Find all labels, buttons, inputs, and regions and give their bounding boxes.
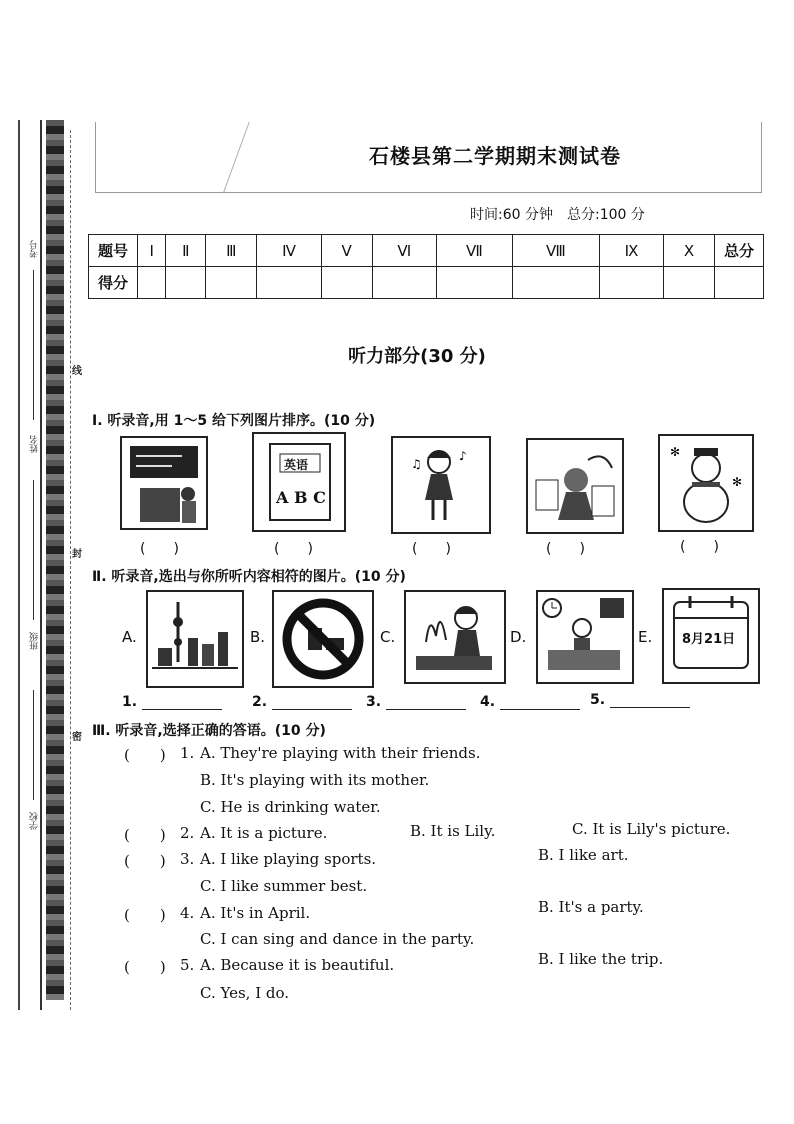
col-5: Ⅴ xyxy=(321,235,372,267)
question-number-header: 题号 xyxy=(89,235,138,267)
listening-section-heading: 听力部分(30 分) xyxy=(348,346,486,367)
q2-option-b: B. It is Lily. xyxy=(410,822,496,840)
q3-option-c: C. I like summer best. xyxy=(200,877,368,895)
answer-blank[interactable] xyxy=(386,695,466,710)
class-label: 班级 xyxy=(30,632,40,650)
answer-1-number: 1. xyxy=(122,694,138,710)
pic-no-food xyxy=(272,590,374,688)
skyline-icon xyxy=(148,592,242,686)
col-8: Ⅷ xyxy=(512,235,599,267)
q1-option-b: B. It's playing with its mother. xyxy=(200,771,430,789)
svg-text:✻: ✻ xyxy=(670,445,681,459)
q3-option-a: A. I like playing sports. xyxy=(200,850,377,868)
answer-4-number: 4. xyxy=(480,694,496,710)
pic-girl-singing xyxy=(391,436,491,534)
part2-heading: Ⅱ. 听录音,选出与你所听内容相符的图片。(10 分) xyxy=(92,569,406,585)
eating-icon xyxy=(538,592,632,682)
q2-number: 2. xyxy=(180,824,195,842)
col-7: Ⅶ xyxy=(437,235,513,267)
order-blank-2[interactable]: ( ) xyxy=(274,541,313,557)
score-header: 得分 xyxy=(89,267,138,299)
school-label: 学校 xyxy=(30,812,40,830)
answer-2 xyxy=(252,694,352,710)
q5-option-c: C. Yes, I do. xyxy=(200,984,290,1002)
q2-option-a: A. It is a picture. xyxy=(200,824,328,842)
answer-blank[interactable] xyxy=(610,693,690,708)
pic-city-skyline xyxy=(146,590,244,688)
col-9: Ⅸ xyxy=(599,235,663,267)
q1-option-c: C. He is drinking water. xyxy=(200,798,381,816)
class-line xyxy=(33,480,34,620)
name-label: 姓名 xyxy=(30,435,40,453)
q4-option-c: C. I can sing and dance in the party. xyxy=(200,930,475,948)
school-line xyxy=(33,690,34,800)
answer-5 xyxy=(590,692,690,708)
seal-mark-line: 线 xyxy=(72,366,82,377)
q4-option-b: B. It's a party. xyxy=(538,898,644,916)
order-blank-3[interactable]: ( ) xyxy=(412,541,451,557)
score-cell[interactable] xyxy=(257,267,321,299)
part3-heading: Ⅲ. 听录音,选择正确的答语。(10 分) xyxy=(92,723,326,739)
q4-paren[interactable]: ( ) xyxy=(124,906,166,924)
answer-blank[interactable] xyxy=(272,695,352,710)
snowman-icon xyxy=(660,436,752,530)
option-d-label: D. xyxy=(510,628,527,646)
answer-4 xyxy=(480,694,580,710)
book-abc: A B C xyxy=(276,488,326,507)
total-score-cell[interactable] xyxy=(715,267,764,299)
col-3: Ⅲ xyxy=(206,235,257,267)
col-4: Ⅳ xyxy=(257,235,321,267)
binding-strip xyxy=(46,120,64,1000)
pic-girl-cooking xyxy=(404,590,506,684)
answer-1 xyxy=(122,694,222,710)
option-e-label: E. xyxy=(638,628,653,646)
score-table-header-row xyxy=(89,235,764,267)
score-table-score-row xyxy=(89,267,764,299)
order-blank-5[interactable]: ( ) xyxy=(680,539,719,555)
answer-5-number: 5. xyxy=(590,692,606,708)
option-b-label: B. xyxy=(250,628,266,646)
calendar-date: 8月21日 xyxy=(682,632,736,647)
cooking-icon xyxy=(406,592,504,682)
score-cell[interactable] xyxy=(138,267,166,299)
score-table xyxy=(88,234,764,299)
score-cell[interactable] xyxy=(166,267,206,299)
score-cell[interactable] xyxy=(372,267,436,299)
q5-paren[interactable]: ( ) xyxy=(124,958,166,976)
score-cell[interactable] xyxy=(206,267,257,299)
answer-3 xyxy=(366,694,466,710)
option-c-label: C. xyxy=(380,628,396,646)
total-header: 总分 xyxy=(715,235,764,267)
score-cell[interactable] xyxy=(599,267,663,299)
q5-option-a: A. Because it is beautiful. xyxy=(200,956,395,974)
answer-2-number: 2. xyxy=(252,694,268,710)
exam-number-label: 考号 xyxy=(30,240,40,258)
girl-icon xyxy=(393,438,489,532)
pic-girl-eating xyxy=(536,590,634,684)
book-icon xyxy=(254,434,344,530)
q2-option-c: C. It is Lily's picture. xyxy=(572,820,731,838)
pic-festival xyxy=(526,438,624,534)
q2-paren[interactable]: ( ) xyxy=(124,826,166,844)
score-cell[interactable] xyxy=(321,267,372,299)
q5-number: 5. xyxy=(180,956,195,974)
option-a-label: A. xyxy=(122,628,137,646)
q4-option-a: A. It's in April. xyxy=(200,904,311,922)
svg-text:♫: ♫ xyxy=(411,457,422,471)
q1-paren[interactable]: ( ) xyxy=(124,746,166,764)
page-title: 石楼县第二学期期末测试卷 xyxy=(369,144,621,168)
classroom-icon xyxy=(122,438,206,528)
pic-calendar xyxy=(662,588,760,684)
binding-edge-line xyxy=(18,120,20,1010)
score-cell[interactable] xyxy=(512,267,599,299)
pic-snowman xyxy=(658,434,754,532)
part1-heading: Ⅰ. 听录音,用 1～5 给下列图片排序。(10 分) xyxy=(92,413,376,429)
svg-text:✻: ✻ xyxy=(732,475,743,489)
q4-number: 4. xyxy=(180,904,195,922)
order-blank-1[interactable]: ( ) xyxy=(140,541,179,557)
q5-option-b: B. I like the trip. xyxy=(538,950,664,968)
q1-option-a: A. They're playing with their friends. xyxy=(200,744,481,762)
answer-blank[interactable] xyxy=(500,695,580,710)
seal-mark-seal: 封 xyxy=(72,549,82,560)
col-10: Ⅹ xyxy=(664,235,715,267)
time-info: 时间:60 分钟 总分:100 分 xyxy=(470,207,645,223)
score-cell[interactable] xyxy=(664,267,715,299)
seal-mark-secret: 密 xyxy=(72,732,82,743)
col-1: Ⅰ xyxy=(138,235,166,267)
no-food-sign-icon xyxy=(274,592,372,686)
order-blank-4[interactable]: ( ) xyxy=(546,541,585,557)
pic-english-book xyxy=(252,432,346,532)
col-2: Ⅱ xyxy=(166,235,206,267)
answer-3-number: 3. xyxy=(366,694,382,710)
pic-classroom xyxy=(120,436,208,530)
answer-blank[interactable] xyxy=(142,695,222,710)
binding-dashed-line xyxy=(70,130,72,1010)
score-cell[interactable] xyxy=(437,267,513,299)
festival-icon xyxy=(528,440,622,532)
q1-number: 1. xyxy=(180,744,195,762)
book-title: 英语 xyxy=(284,458,309,472)
q3-paren[interactable]: ( ) xyxy=(124,852,166,870)
q3-number: 3. xyxy=(180,850,195,868)
col-6: Ⅵ xyxy=(372,235,436,267)
q3-option-b: B. I like art. xyxy=(538,846,629,864)
svg-text:♪: ♪ xyxy=(459,449,467,463)
